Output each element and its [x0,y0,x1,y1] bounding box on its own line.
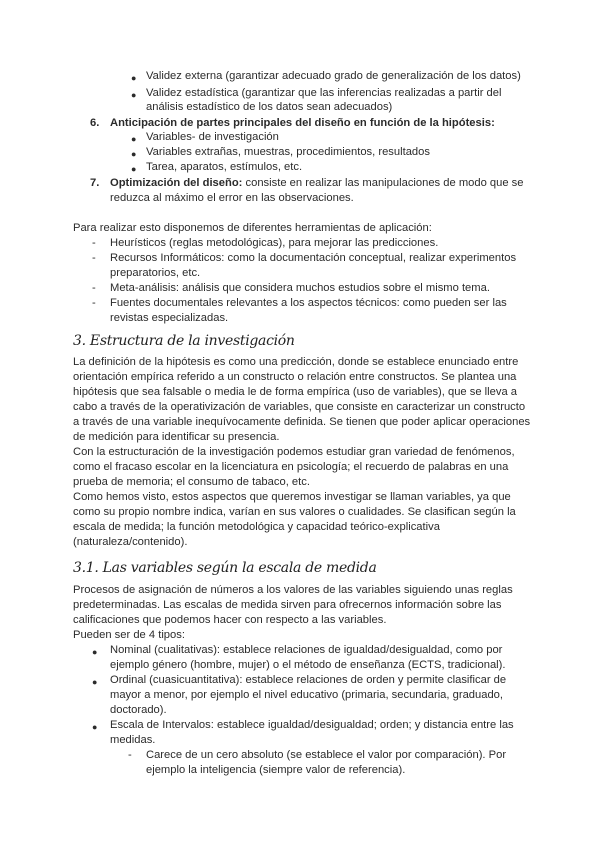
item-6-bullet-3: Tarea, aparatos, estímulos, etc. [146,161,303,173]
type-ordinal-line-2: mayor a menor, por ejemplo el nivel educativo (primaria, secundaria, graduado, [110,689,504,701]
bullet-dot: ● [131,73,137,83]
list-number-7: 7. [90,177,100,189]
section-3-1-line: Pueden ser de 4 tipos: [73,629,185,641]
tools-intro: Para realizar esto disponemos de diferentes herramientas de aplicación: [73,222,432,234]
type-ordinal-line-1: Ordinal (cuasicuantitativa): establece relaciones de orden y permite clasificar de [110,674,507,686]
item-6-title: Anticipación de partes principales del diseño en función de la hipótesis: [110,117,495,129]
list-number-6: 6. [90,117,100,129]
sub-bullet-line-2: ejemplo la inteligencia (siempre valor de referencia). [146,764,406,776]
bullet-dot: ● [92,647,98,657]
bullet-dot: ● [92,677,98,687]
dash-marker: - [92,297,96,309]
section-3-1-line: predeterminadas. Las escalas de medida sirven para ofrecernos información sobre las [73,599,502,611]
type-intervalos-line-2: medidas. [110,734,156,746]
bullet-dot: ● [131,90,137,100]
sub-bullet-line-1: Carece de un cero absoluto (se establece el valor por comparación). Por [146,749,507,761]
section-3-line: prueba de memoria; el consumo de tabaco, etc. [73,476,310,488]
section-3-1-line: Procesos de asignación de números a los valores de las variables siguiendo unas reglas [73,584,513,596]
section-3-line: orientación empírica referido a un constructo o relación entre constructos. Se plantea una [73,371,517,383]
type-intervalos-line-1: Escala de Intervalos: establece igualdad/desigualdad; orden; y distancia entre las [110,719,514,731]
bullet-dot: ● [131,164,137,174]
item-7-text: consiste en realizar las manipulaciones de modo que se [242,177,524,189]
item-7-line-2: reduzca al máximo el error en las observaciones. [110,192,354,204]
section-3-line: a través de una variable inequívocamente definida. Se tienen que poder aplicar operaciones [73,416,531,428]
item-7-title: Optimización del diseño: [110,177,243,189]
item-7-line-1 [110,176,524,192]
top-bullet-2-line-2: análisis estadístico de los datos sean adecuados) [146,101,393,113]
tool-3: Meta-análisis: análisis que considera muchos estudios sobre el mismo tema. [110,282,490,294]
bullet-dot: ● [131,149,137,159]
item-6-bullet-2: Variables extrañas, muestras, procedimientos, resultados [146,146,430,158]
section-3-line: como el fracaso escolar en la licenciatura en psicología; el recuerdo de palabras en una [73,461,509,473]
top-bullet-2-line-1: Validez estadística (garantizar que las inferencias realizadas a partir del [146,87,502,99]
section-3-line: Con la estructuración de la investigación podemos estudiar gran variedad de fenómenos, [73,446,515,458]
section-3-line: de medición para identificar su presencia. [73,431,280,443]
item-6-bullet-1: Variables- de investigación [146,131,279,143]
section-3-line: como su propio nombre indica, varían en sus valores o cualidades. Se clasifican según la [73,506,516,518]
section-3-1-line: calificaciones que podemos hacer con respecto a las variables. [73,614,387,626]
type-nominal-line-1: Nominal (cualitativas): establece relaciones de igualdad/desigualdad, como por [110,644,503,656]
section-3-line: cabo a través de la operativización de variables, que consiste en caracterizar un constructo [73,401,526,413]
top-bullet-1: Validez externa (garantizar adecuado grado de generalización de los datos) [146,70,521,82]
section-3-1-heading: 3.1. Las variables según la escala de medida [73,560,377,576]
section-3-line: La definición de la hipótesis es como una predicción, donde se establece enunciado entre [73,356,519,368]
tool-2-line-2: preparatorios, etc. [110,267,201,279]
section-3-line: Como hemos visto, estos aspectos que queremos investigar se llaman variables, ya que [73,491,511,503]
dash-marker: - [92,237,96,249]
section-3-line: hipótesis que sea falsable o media le de forma empírica (uso de variables), que se lleva a [73,386,518,398]
dash-marker: - [128,749,132,761]
section-3-line: escala de medida; la función metodológica y capacidad teórico-explicativa [73,521,440,533]
tool-1: Heurísticos (reglas metodológicas), para mejorar las predicciones. [110,237,439,249]
section-3-line: (naturaleza/contenido). [73,536,188,548]
section-3-heading: 3. Estructura de la investigación [73,333,295,349]
type-nominal-line-2: ejemplo género (hombre, mujer) o el método de enseñanza (ECTS, tradicional). [110,659,506,671]
tool-2-line-1: Recursos Informáticos: como la documentación conceptual, realizar experimentos [110,252,517,264]
type-ordinal-line-3: doctorado). [110,704,167,716]
tool-4-line-1: Fuentes documentales relevantes a los aspectos técnicos: como pueden ser las [110,297,507,309]
dash-marker: - [92,282,96,294]
bullet-dot: ● [131,134,137,144]
bullet-dot: ● [92,722,98,732]
dash-marker: - [92,252,96,264]
tool-4-line-2: revistas especializadas. [110,312,229,324]
